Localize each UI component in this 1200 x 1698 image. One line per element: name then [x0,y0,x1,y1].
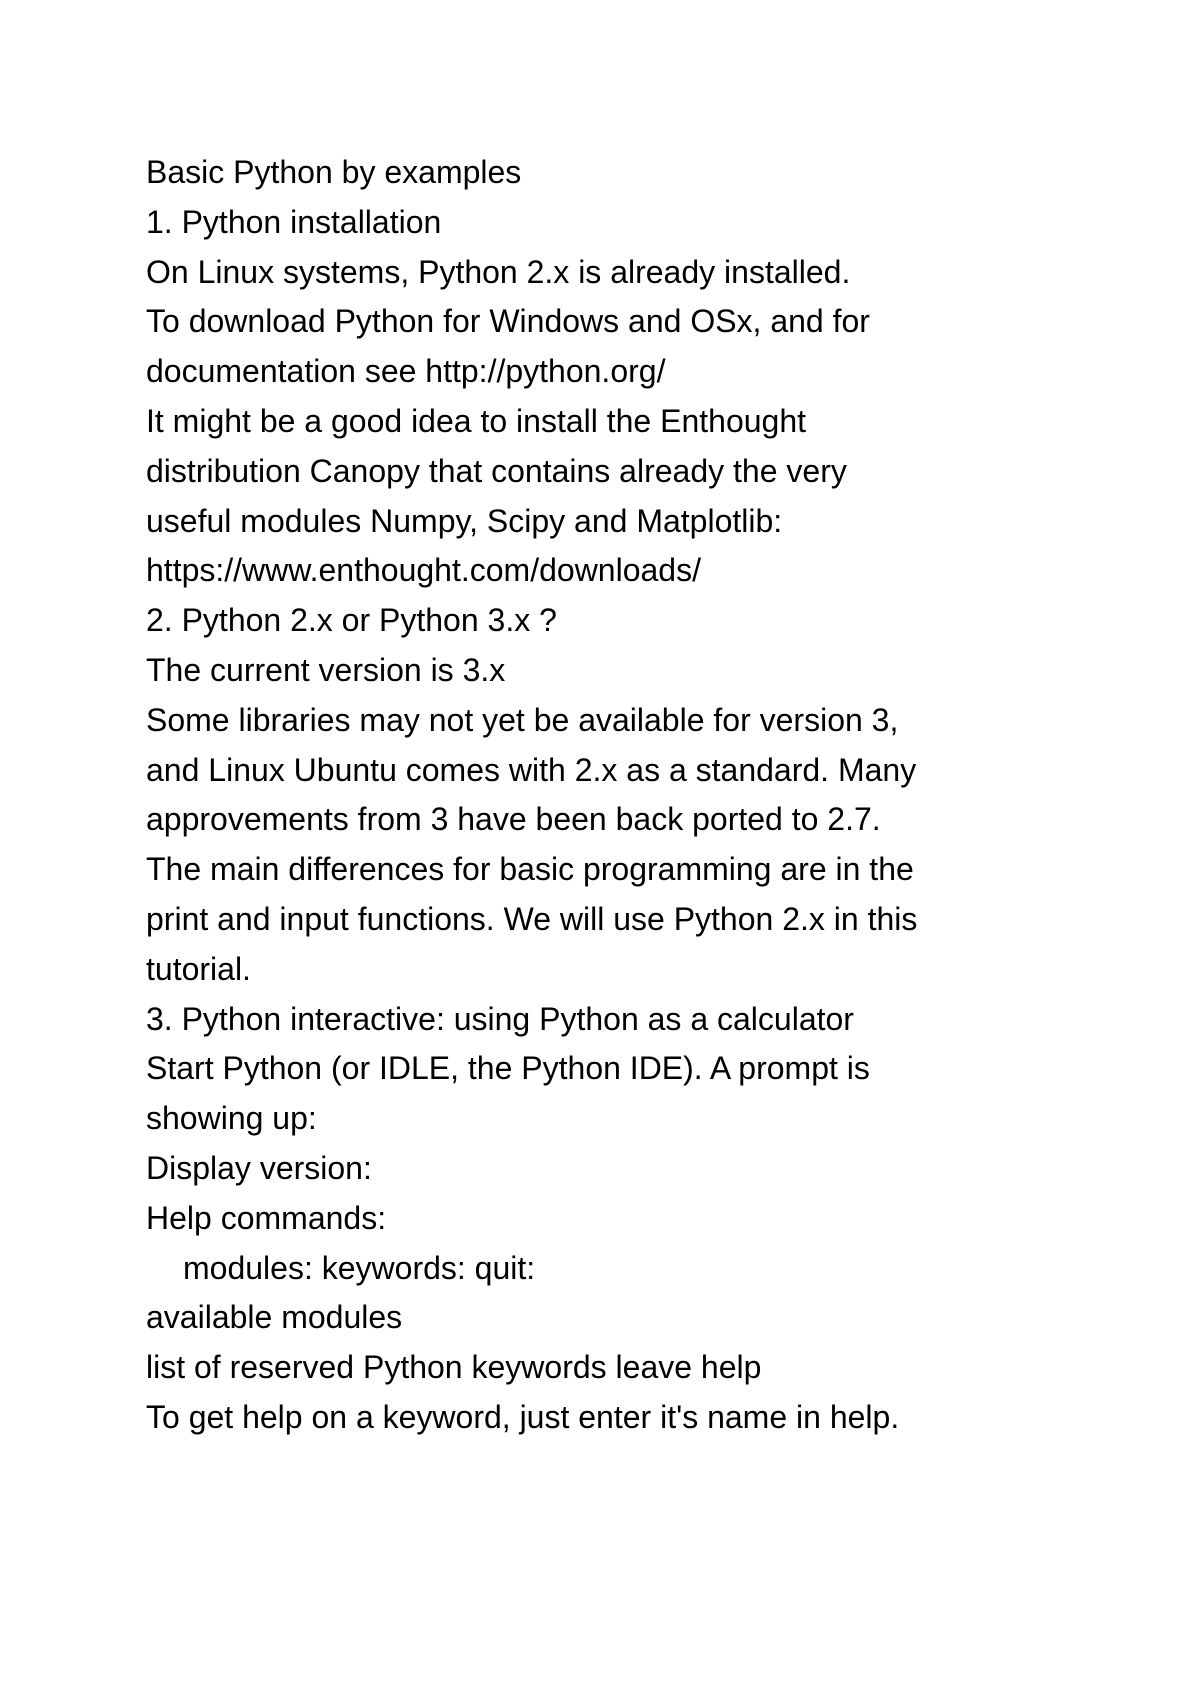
text-line: Some libraries may not yet be available for version 3, [146,701,899,738]
document-body [146,148,1146,1443]
text-line: Start Python (or IDLE, the Python IDE). A prompt is [146,1050,870,1087]
text-line: The current version is 3.x [146,651,506,688]
text-line: It might be a good idea to install the Enthought [146,402,807,439]
text-line: useful modules Numpy, Scipy and Matplotlib: [146,502,783,539]
text-line: distribution Canopy that contains already the very [146,452,847,489]
text-line: https://www.enthought.com/downloads/ [146,552,701,589]
text-line: tutorial. [146,950,251,987]
text-line: Help commands: [146,1199,387,1236]
text-line: and Linux Ubuntu comes with 2.x as a standard. Many [146,751,917,788]
text-line: approvements from 3 have been back ported to 2.7. [146,801,881,838]
section-heading-installation: 1. Python installation [146,203,442,240]
document-title: Basic Python by examples [146,154,522,190]
section-heading-interactive: 3. Python interactive: using Python as a calculator [146,1000,854,1037]
text-line: The main differences for basic programming are in the [146,851,914,888]
text-line: list of reserved Python keywords leave help [146,1349,762,1386]
text-line: print and input functions. We will use Python 2.x in this [146,900,918,937]
text-line: showing up: [146,1100,317,1137]
text-line: Display version: [146,1149,372,1186]
text-line: To download Python for Windows and OSx, and for [146,303,870,340]
text-line: On Linux systems, Python 2.x is already installed. [146,253,851,290]
section-heading-versions: 2. Python 2.x or Python 3.x ? [146,602,557,639]
text-line: To get help on a keyword, just enter it's name in help. [146,1398,900,1435]
text-line: available modules [146,1299,403,1336]
text-line: documentation see http://python.org/ [146,353,666,390]
text-line-indented: modules: keywords: quit: [183,1249,536,1286]
